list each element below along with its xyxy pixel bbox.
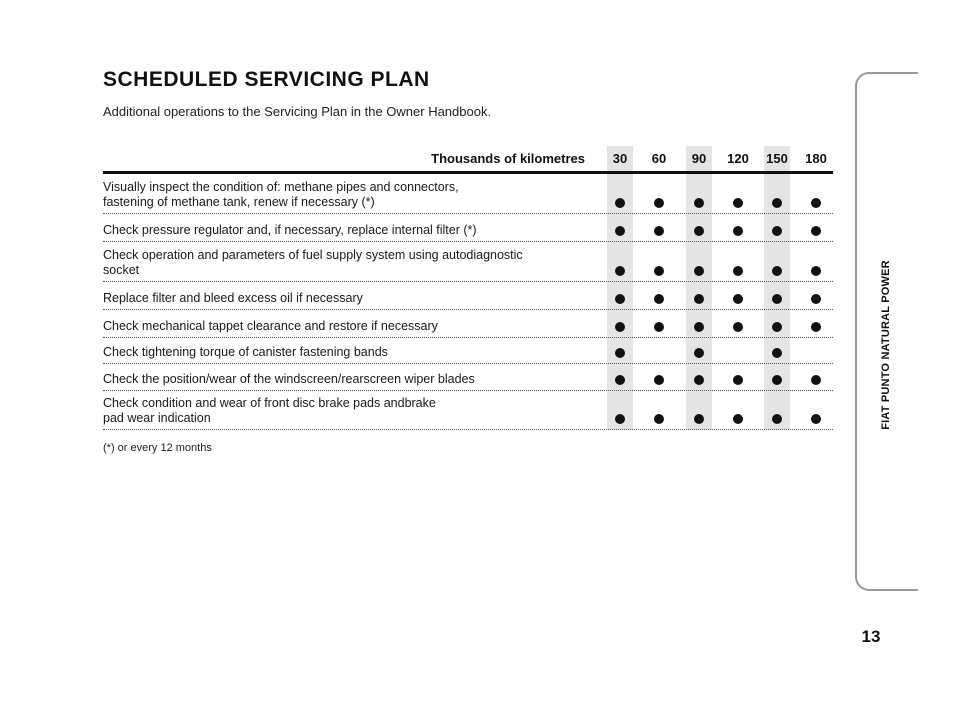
service-dot <box>694 226 704 236</box>
service-dot <box>772 198 782 208</box>
service-dot <box>772 266 782 276</box>
service-dot <box>694 294 704 304</box>
service-dot <box>811 375 821 385</box>
service-dot <box>654 322 664 332</box>
operation-text: Replace filter and bleed excess oil if necessary <box>103 291 363 305</box>
service-dot <box>615 198 625 208</box>
table-header <box>103 146 833 174</box>
service-dot <box>811 294 821 304</box>
operation-text: Check condition and wear of front disc brake pads andbrake pad wear indication <box>103 396 436 425</box>
service-dot <box>811 322 821 332</box>
table-row <box>103 174 833 214</box>
km-header: 90 <box>691 151 707 166</box>
operation-text: Check tightening torque of canister fastening bands <box>103 345 388 359</box>
header-label: Thousands of kilometres <box>431 151 585 166</box>
service-dot <box>615 266 625 276</box>
footnote: (*) or every 12 months <box>103 442 212 454</box>
table-row <box>103 214 833 242</box>
page-subtitle: Additional operations to the Servicing Plan in the Owner Handbook. <box>103 104 492 119</box>
service-dot <box>733 322 743 332</box>
table-row <box>103 282 833 310</box>
service-dot <box>654 375 664 385</box>
service-dot <box>772 322 782 332</box>
service-dot <box>654 266 664 276</box>
service-dot <box>772 348 782 358</box>
service-dot <box>811 414 821 424</box>
km-header: 120 <box>727 151 749 166</box>
service-dot <box>694 348 704 358</box>
service-dot <box>811 198 821 208</box>
operation-text: Check operation and parameters of fuel supply system using autodiagnostic socket <box>103 248 523 277</box>
service-dot <box>694 414 704 424</box>
service-dot <box>811 266 821 276</box>
service-dot <box>733 266 743 276</box>
service-dot <box>654 198 664 208</box>
service-dot <box>615 375 625 385</box>
service-dot <box>694 198 704 208</box>
km-header: 150 <box>766 151 788 166</box>
service-dot <box>772 414 782 424</box>
operation-text: Check pressure regulator and, if necessary, replace internal filter (*) <box>103 223 477 237</box>
km-header: 30 <box>612 151 628 166</box>
service-dot <box>733 375 743 385</box>
service-dot <box>772 226 782 236</box>
service-dot <box>694 266 704 276</box>
service-dot <box>654 414 664 424</box>
service-dot <box>733 226 743 236</box>
service-dot <box>694 375 704 385</box>
service-dot <box>733 414 743 424</box>
service-dot <box>615 294 625 304</box>
page-title: SCHEDULED SERVICING PLAN <box>103 68 430 91</box>
km-header: 60 <box>651 151 667 166</box>
service-dot <box>654 226 664 236</box>
service-dot <box>733 294 743 304</box>
service-dot <box>615 414 625 424</box>
table-row <box>103 338 833 364</box>
service-dot <box>772 294 782 304</box>
table-row <box>103 364 833 391</box>
service-dot <box>733 198 743 208</box>
km-header: 180 <box>805 151 827 166</box>
table-row <box>103 391 833 430</box>
service-dot <box>811 226 821 236</box>
service-dot <box>694 322 704 332</box>
service-dot <box>615 348 625 358</box>
service-dot <box>772 375 782 385</box>
operation-text: Check the position/wear of the windscreen/rearscreen wiper blades <box>103 372 475 386</box>
service-dot <box>615 226 625 236</box>
table-row <box>103 310 833 338</box>
servicing-table <box>103 146 833 430</box>
service-dot <box>654 294 664 304</box>
table-row <box>103 242 833 282</box>
side-tab-label: FIAT PUNTO NATURAL POWER <box>880 260 892 430</box>
page-number: 13 <box>861 627 881 646</box>
operation-text: Check mechanical tappet clearance and restore if necessary <box>103 319 438 333</box>
operation-text: Visually inspect the condition of: methane pipes and connectors, fastening of methane tank, renew if necessary (*) <box>103 180 459 209</box>
service-dot <box>615 322 625 332</box>
